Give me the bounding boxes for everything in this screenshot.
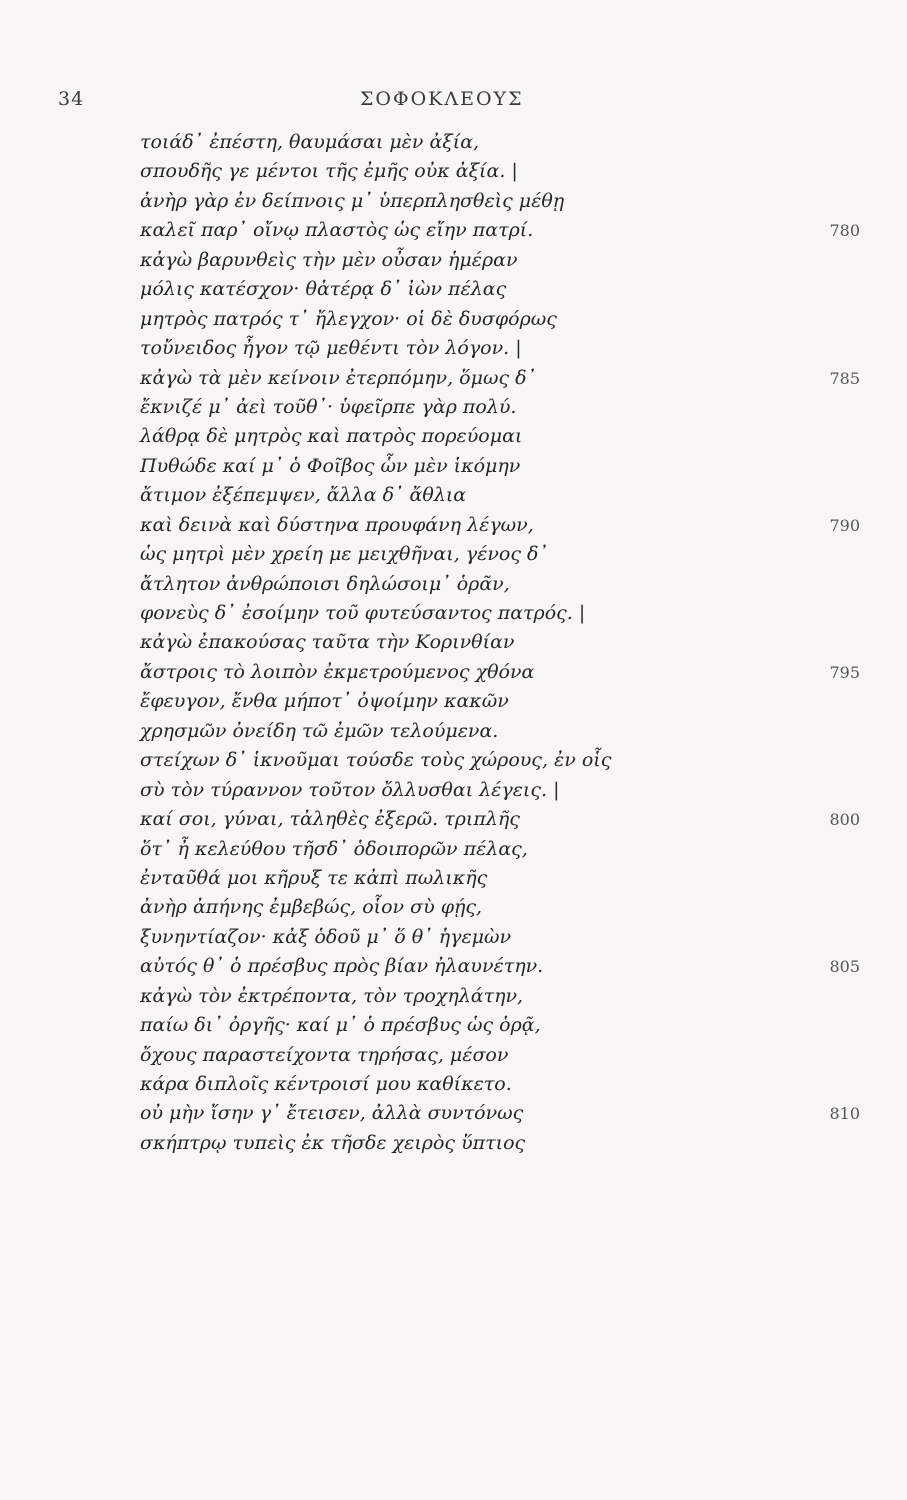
verse-line (140, 776, 860, 805)
verse-line (140, 717, 860, 746)
verse-line (140, 1129, 860, 1158)
verse-text: στείχων δ᾽ ἱκνοῦμαι τούσδε τοὺς χώρους, ἐν οἷς (140, 749, 612, 772)
verse-text: ἐνταῦθά μοι κῆρυξ τε κἀπὶ πωλικῆς (140, 866, 488, 889)
verse-text: αὐτός θ᾽ ὁ πρέσβυς πρὸς βίαν ἠλαυνέτην. (140, 955, 544, 978)
verse-text: ξυνηντίαζον· κἀξ ὁδοῦ μ᾽ ὅ θ᾽ ἡγεμὼν (140, 925, 512, 948)
verse-line (140, 364, 860, 393)
verse-line (140, 835, 860, 864)
verse-text: σπουδῆς γε μέντοι τῆς ἐμῆς οὐκ ἀξία. | (140, 160, 518, 183)
verse-text: ἀνὴρ γὰρ ἐν δείπνοις μ᾽ ὑπερπλησθεὶς μέθῃ (140, 189, 565, 212)
verse-line (140, 540, 860, 569)
line-number: 800 (829, 810, 860, 830)
verse-text: ἄτιμον ἐξέπεμψεν, ἄλλα δ᾽ ἄθλια (140, 484, 467, 507)
verse-text: τοιάδ᾽ ἐπέστη, θαυμάσαι μὲν ἀξία, (140, 131, 480, 153)
line-number: 795 (829, 662, 860, 682)
verse-text: παίω δι᾽ ὀργῆς· καί μ᾽ ὁ πρέσβυς ὡς ὁρᾷ, (140, 1014, 541, 1037)
verse-text: ἔφευγον, ἔνθα μήποτ᾽ ὀψοίμην κακῶν (140, 690, 509, 713)
verse-line (140, 893, 860, 922)
verse-text: ἄτλητον ἀνθρώποισι δηλώσοιμ᾽ ὁρᾶν, (140, 572, 510, 595)
verse-line (140, 570, 860, 599)
verse-line (140, 628, 860, 657)
verse-text: σὺ τὸν τύραννον τοῦτον ὄλλυσθαι λέγεις. | (140, 778, 560, 801)
verse-line (140, 187, 860, 216)
running-head: ΣΟΦΟΚΛΕΟΥΣ (360, 88, 524, 110)
verse-text: φονεὺς δ᾽ ἐσοίμην τοῦ φυτεύσαντος πατρός. | (140, 602, 586, 624)
page-number: 34 (58, 88, 85, 110)
verse-line (140, 275, 860, 304)
verse-text: καί σοι, γύναι, τἀληθὲς ἐξερῶ. τριπλῆς (140, 808, 520, 831)
verse-line (140, 952, 860, 981)
line-number: 805 (829, 957, 860, 977)
verse-text: ὅτ᾽ ἦ κελεύθου τῆσδ᾽ ὁδοιπορῶν πέλας, (140, 837, 528, 860)
verse-line (140, 452, 860, 481)
verse-line (140, 805, 860, 834)
verse-line (140, 246, 860, 275)
verse-text: σκήπτρῳ τυπεὶς ἐκ τῆσδε χειρὸς ὕπτιος (140, 1131, 526, 1154)
verse-line (140, 687, 860, 716)
verse-text: μητρὸς πατρός τ᾽ ἤλεγχον· οἱ δὲ δυσφόρως (140, 307, 557, 330)
verse-text: τοὔνειδος ἦγον τῷ μεθέντι τὸν λόγον. | (140, 337, 522, 360)
verse-text: ὡς μητρὶ μὲν χρείη με μειχθῆναι, γένος δ᾽ (140, 543, 548, 566)
verse-line (140, 982, 860, 1011)
line-number: 790 (829, 515, 860, 535)
line-number: 780 (829, 221, 860, 241)
verse-block (140, 128, 860, 1158)
verse-line (140, 864, 860, 893)
verse-text: μόλις κατέσχον· θἀτέρᾳ δ᾽ ἰὼν πέλας (140, 278, 507, 301)
verse-text: κἀγὼ βαρυνθεὶς τὴν μὲν οὖσαν ἡμέραν (140, 248, 518, 271)
verse-text: Πυθώδε καί μ᾽ ὁ Φοῖβος ὧν μὲν ἱκόμην (140, 454, 521, 477)
verse-line (140, 1070, 860, 1099)
verse-text: ὄχους παραστείχοντα τηρήσας, μέσον (140, 1043, 509, 1066)
verse-text: κάρα διπλοῖς κέντροισί μου καθίκετο. (140, 1073, 512, 1095)
verse-line (140, 1011, 860, 1040)
verse-line (140, 393, 860, 422)
verse-text: ἄστροις τὸ λοιπὸν ἐκμετρούμενος χθόνα (140, 660, 535, 683)
verse-line (140, 599, 860, 628)
verse-line (140, 128, 860, 157)
verse-line (140, 422, 860, 451)
verse-text: κἀγὼ τὰ μὲν κείνοιν ἐτερπόμην, ὅμως δ᾽ (140, 366, 537, 389)
verse-line (140, 157, 860, 186)
verse-text: ἔκνιζέ μ᾽ ἀεὶ τοῦθ᾽· ὑφεῖρπε γὰρ πολύ. (140, 395, 517, 418)
verse-line (140, 923, 860, 952)
verse-line (140, 1041, 860, 1070)
verse-text: ἀνὴρ ἀπήνης ἐμβεβώς, οἷον σὺ φῄς, (140, 896, 483, 919)
verse-line (140, 746, 860, 775)
verse-text: κἀγὼ τὸν ἐκτρέποντα, τὸν τροχηλάτην, (140, 984, 524, 1007)
verse-line (140, 305, 860, 334)
line-number: 810 (829, 1104, 860, 1124)
verse-text: κἀγὼ ἐπακούσας ταῦτα τὴν Κορινθίαν (140, 631, 515, 654)
verse-text: καλεῖ παρ᾽ οἴνῳ πλαστὸς ὡς εἴην πατρί. (140, 219, 534, 242)
verse-line (140, 216, 860, 245)
verse-text: καὶ δεινὰ καὶ δύστηνα προυφάνη λέγων, (140, 513, 534, 536)
verse-line (140, 334, 860, 363)
verse-line (140, 1099, 860, 1128)
verse-line (140, 511, 860, 540)
verse-text: χρησμῶν ὀνείδη τῶ ἐμῶν τελούμενα. (140, 719, 499, 742)
verse-text: οὐ μὴν ἴσην γ᾽ ἔτεισεν, ἀλλὰ συντόνως (140, 1102, 524, 1125)
verse-line (140, 481, 860, 510)
line-number: 785 (829, 368, 860, 388)
verse-text: λάθρᾳ δὲ μητρὸς καὶ πατρὸς πορεύομαι (140, 425, 523, 448)
verse-line (140, 658, 860, 687)
